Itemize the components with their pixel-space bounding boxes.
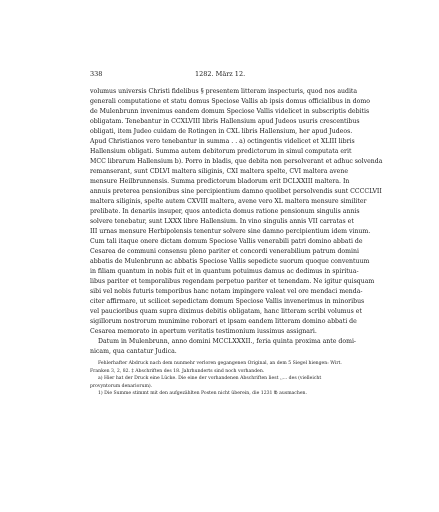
text-line: III urnas mensure Herbipolensis tenentur solvere sine damno percipientium idem vinum. xyxy=(90,228,371,235)
footnote-line: provyntorum denariorum). xyxy=(90,383,153,389)
text-line: Hallensium obligati. Summa autem debitorum predictorum in simul computata erit xyxy=(90,148,352,155)
text-line: MCC librarum Hallensium b). Porro in bladis, que debita non persolverant et adhuc solvenda xyxy=(90,158,383,165)
footnote-line: Fehlerhafter Abdruck nach dem nunmehr verloren gegangenen Original, an dem 5 Siegel hiengen: Wirt. xyxy=(98,361,342,366)
text-line: Datum in Mulenbrunn, anno domini MCCLXXXII., feria quinta proxima ante domi- xyxy=(98,338,357,345)
footnote-line: a) Hier hat der Druck eine Lücke. Die eine der vorhandenen Abschriften liest ,,... des (vielleicht xyxy=(98,376,322,381)
text-line: solvere tenebatur, sunt LXXX libre Hallensium. In vino singulis annis VII carratas et xyxy=(90,218,354,225)
text-line: Apud Christianos vero tenebantur in summa . . a) octingentis videlicet et XLIII libris xyxy=(90,138,355,145)
text-line: libus pariter et temporalibus regendam perpetuo pariter et tenendam. Ne igitur quisquam xyxy=(90,278,375,285)
text-line: Cum tali itaque onere dictam domum Speciose Vallis venerabili patri domino abbati de xyxy=(90,238,363,245)
text-line: annuis preterea pensionibus sine percipientium damno quolibet persolvendis sunt CCCCLVII xyxy=(90,188,382,195)
text-line: remanserant, sunt CDLVI maltera siliginis, CXI maltera spelte, CVI maltera avene xyxy=(90,168,348,175)
text-line: prelibate. In denariis insuper, quos antedicta domus ratione pensionum singulis annis xyxy=(90,208,360,215)
body-text xyxy=(90,87,383,357)
text-line: obligati, item Judeo cuidam de Rotingen in CXL libris Hallensium, her apud Judeos. xyxy=(90,128,353,135)
text-line: citer affirmare, ut scilicet sepedictam domum Speciose Vallis invenerimus in minoribus xyxy=(90,298,365,305)
text-line: vel paucioribus quam supra diximus debitis obligatam, hanc litteram scribi volumus et xyxy=(90,308,362,315)
text-line: obligatam. Tenebantur in CCXLVIII libris Hallensium apud Judeos usuris crescentibus xyxy=(90,118,360,125)
running-title: 1282. März 12. xyxy=(195,70,246,78)
page-header xyxy=(90,70,348,80)
text-line: Cesarea de communi consensu pleno pariter et concordi venerabilium patrum domini xyxy=(90,248,359,255)
text-line: Cesarea memorato in apertum veritatis testimonium iussimus assignari. xyxy=(90,328,317,335)
footnote-line: Franken 3, 2, 82. ‡ Abschriften des 18. Jahrhunderts sind noch vorhanden. xyxy=(90,368,265,374)
text-line: volumus universis Christi fidelibus § presentem litteram inspecturis, quod nos audita xyxy=(90,88,358,95)
document-body xyxy=(90,87,383,398)
text-line: mensure Heilbrunnensis. Summa predictorum bladorum erit DCLXXIII maltera. In xyxy=(90,178,350,185)
text-line: generali computatione et statu domus Speciose Vallis ab ipsis domus officialibus in domo xyxy=(90,98,370,105)
text-line: nicam, qua cantatur Judica. xyxy=(90,348,177,355)
text-line: abbatis de Mulenbrunn ac abbatis Speciose Vallis sepedicte suorum quoque conventuum xyxy=(90,258,370,265)
footnotes xyxy=(90,360,348,398)
footnote-line: 1) Die Summe stimmt mit den aufgezählten Posten nicht überein, die 1231 ℔ ausmachen. xyxy=(98,391,307,396)
text-line: de Mulenbrunn invenimus eandem domum Speciose Vallis videlicet in subscriptis debitis xyxy=(90,108,370,115)
text-line: sibi vel nobis futuris temporibus hanc notam impingere valeat vel ore mendaci menda- xyxy=(90,288,363,295)
text-line: in filiam quantum in nobis fuit et in quantum potuimus damus ac dedimus in spiritua- xyxy=(90,268,359,275)
text-line: sigillorum nostrorum munimine roborari et ipsam eandem litteram domino abbati de xyxy=(90,318,357,325)
page-number: 338 xyxy=(90,70,103,78)
text-line: maltera siliginis, spelte autem CXVIII maltera, avene vero XL maltera mensure similiter xyxy=(90,198,367,205)
